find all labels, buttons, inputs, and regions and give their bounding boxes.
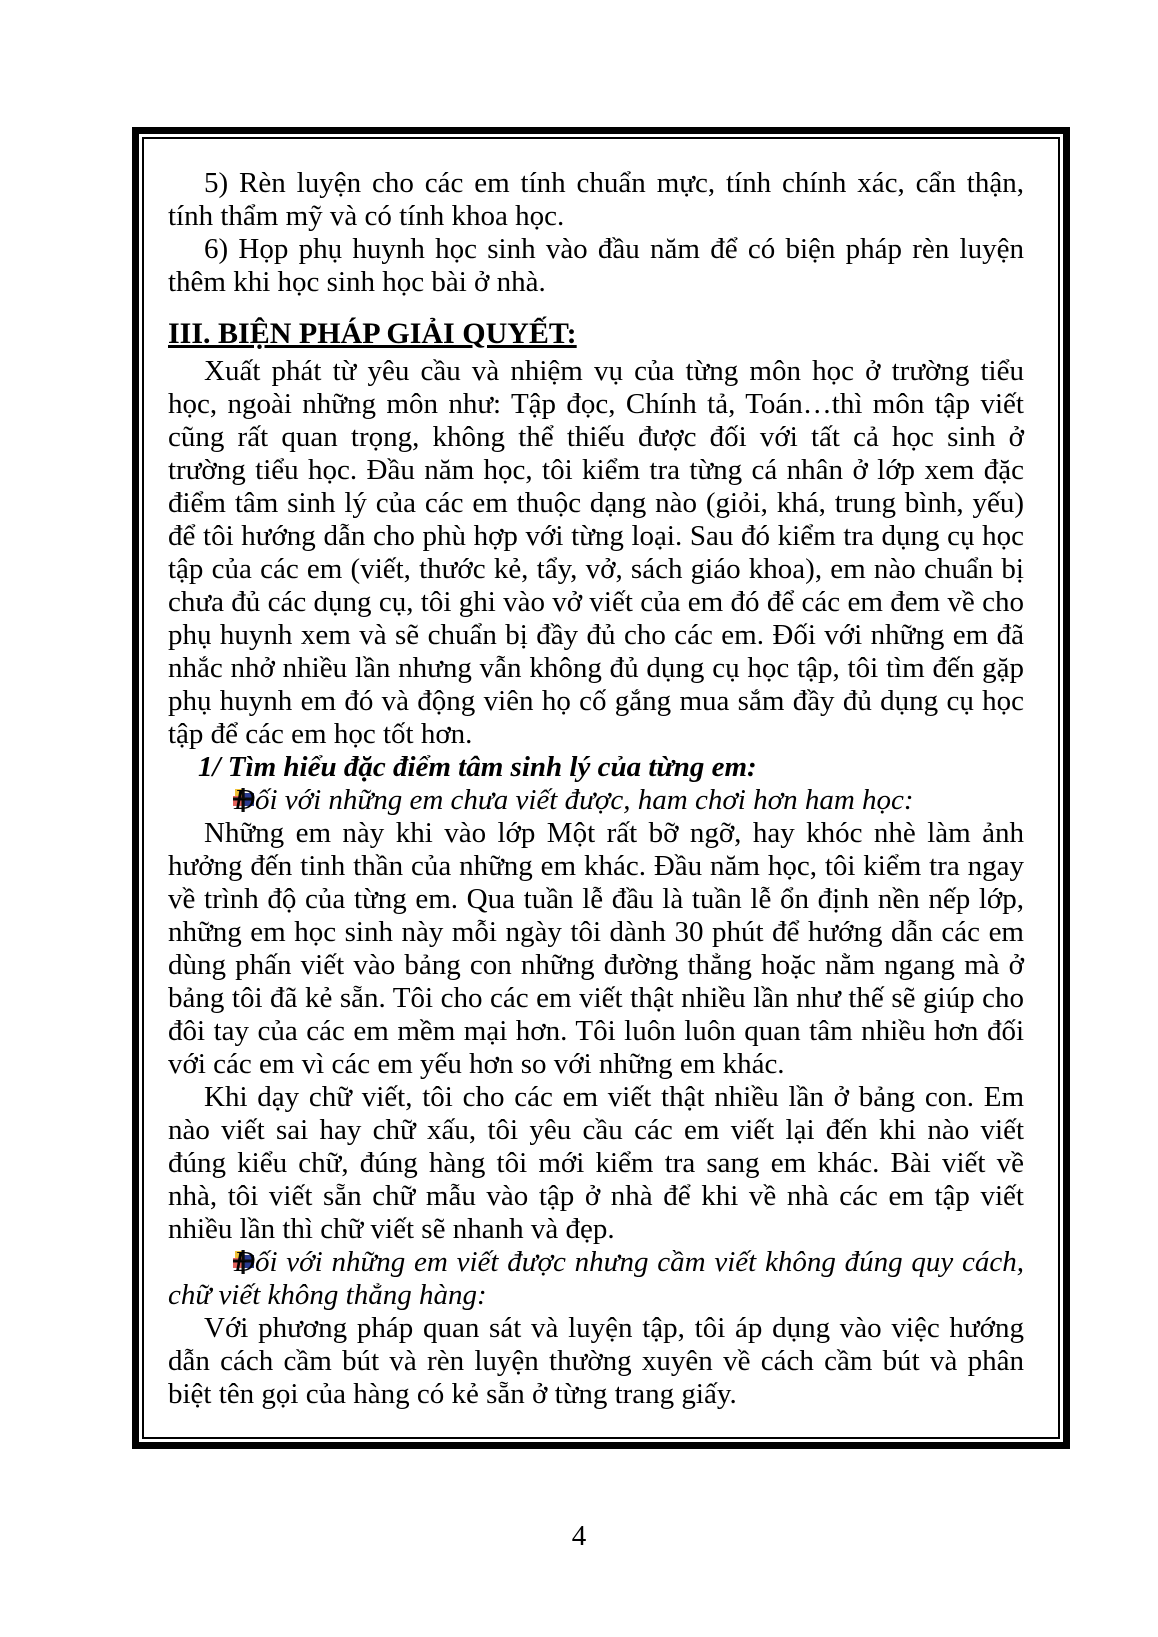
document-body	[144, 139, 1058, 1437]
colored-cross-bullet-icon	[200, 1250, 223, 1275]
paragraph-item-5: 5) Rèn luyện cho các em tính chuẩn mực, tính chính xác, cẩn thận, tính thẩm mỹ và có tính khoa học.	[168, 167, 1024, 232]
page-number: 4	[571, 1520, 587, 1552]
paragraph-item-6: 6) Họp phụ huynh học sinh vào đầu năm để có biện pháp rèn luyện thêm khi học sinh học bài ở nhà.	[168, 233, 1024, 298]
paragraph-intro: Xuất phát từ yêu cầu và nhiệm vụ của từng môn học ở trường tiểu học, ngoài những môn như: Tập đọc, Chính tả, Toán…thì môn tập viết cũng rất quan trọng, không thể thiếu được đối với tất cả học sinh ở trường tiểu học. Đầu năm học, tôi kiểm tra từng cá nhân ở lớp xem đặc điểm tâm sinh lý của các em thuộc dạng nào (giỏi, khá, trung bình, yếu) để tôi hướng dẫn cho phù hợp với từng loại. Sau đó kiểm tra dụng cụ học tập của các em (viết, thước kẻ, tẩy, vở, sách giáo khoa), em nào chuẩn bị chưa đủ các dụng cụ, tôi ghi vào vở viết của em đó để các em đem về cho phụ huynh xem và sẽ chuẩn bị đầy đủ cho các em. Đối với những em đã nhắc nhở nhiều lần nhưng vẫn không đủ dụng cụ học tập, tôi tìm đến gặp phụ huynh em đó và động viên họ cố gắng mua sắm đầy đủ dụng cụ học tập để các em học tốt hơn.	[168, 355, 1024, 750]
bullet-text: Đối với những em viết được nhưng cầm viết không đúng quy cách, chữ viết không thẳng hàng:	[168, 1246, 1024, 1311]
bullet-item-2	[168, 1246, 1024, 1312]
sub-heading-1: 1/ Tìm hiểu đặc điểm tâm sinh lý của từng em:	[198, 751, 757, 783]
colored-cross-bullet-icon	[200, 788, 223, 813]
paragraph-bullet1-a: Những em này khi vào lớp Một rất bỡ ngỡ, hay khóc nhè làm ảnh hưởng đến tinh thần của những em khác. Đầu năm học, tôi kiểm tra ngay về trình độ của từng em. Qua tuần lễ đầu là tuần lễ ổn định nền nếp lớp, những em học sinh này mỗi ngày tôi dành 30 phút để hướng dẫn các em dùng phấn viết vào bảng con những đường thẳng hoặc nằm ngang mà ở bảng tôi đã kẻ sẵn. Tôi cho các em viết thật nhiều lần như thế sẽ giúp cho đôi tay của các em mềm mại hơn. Tôi luôn luôn quan tâm nhiều hơn đối với các em vì các em yếu hơn so với những em khác.	[168, 817, 1024, 1080]
page-border-inner-line	[142, 137, 1060, 1439]
bullet-text: Đối với những em chưa viết được, ham chơi hơn ham học:	[234, 784, 914, 816]
section-heading: III. BIỆN PHÁP GIẢI QUYẾT:	[168, 317, 577, 350]
page-border-frame	[132, 127, 1070, 1449]
bullet-item-1	[168, 784, 1024, 817]
paragraph-bullet2-a: Với phương pháp quan sát và luyện tập, tôi áp dụng vào việc hướng dẫn cách cầm bút và rèn luyện thường xuyên về cách cầm bút và phân biệt tên gọi của hàng có kẻ sẵn ở từng trang giấy.	[168, 1312, 1024, 1410]
paragraph-bullet1-b: Khi dạy chữ viết, tôi cho các em viết thật nhiều lần ở bảng con. Em nào viết sai hay chữ xấu, tôi yêu cầu các em viết lại đến khi nào viết đúng kiểu chữ, đúng hàng tôi mới kiểm tra sang em khác. Bài viết về nhà, tôi viết sẵn chữ mẫu vào tập ở nhà để khi về nhà các em tập viết nhiều lần thì chữ viết sẽ nhanh và đẹp.	[168, 1081, 1024, 1245]
